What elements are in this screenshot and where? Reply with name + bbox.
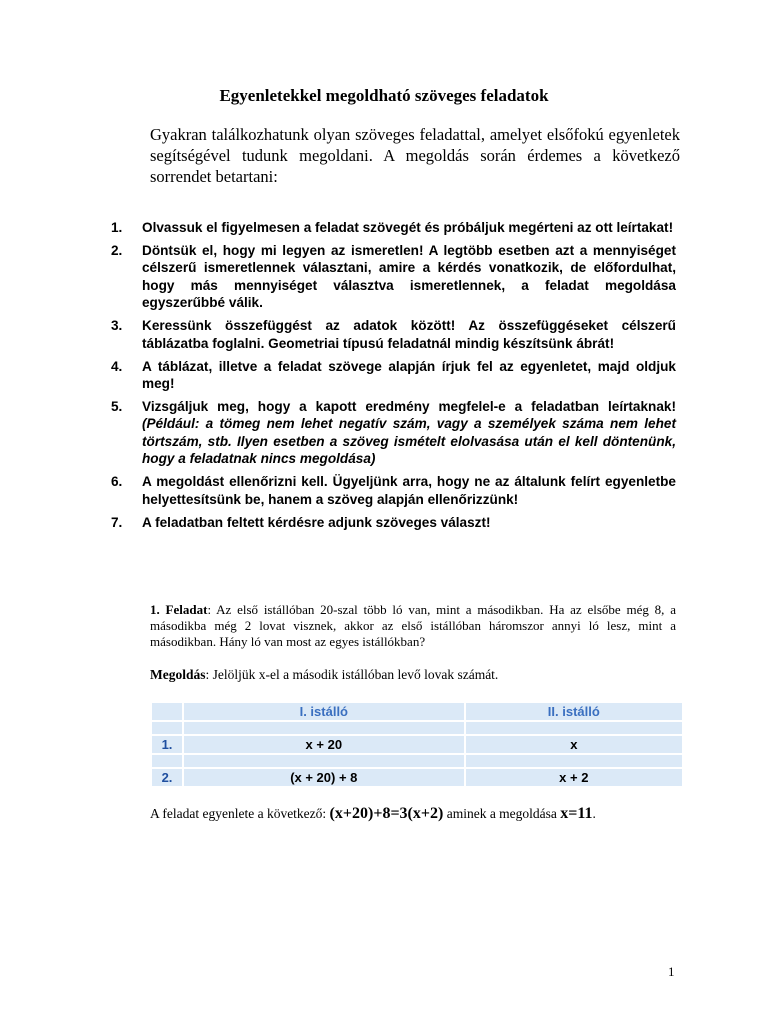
step-number: 2.	[111, 243, 123, 258]
row-number: 1.	[152, 736, 182, 753]
step-text: Döntsük el, hogy mi legyen az ismeretlen! A legtöbb esetben azt a mennyiséget célszerű ismeretlennek választani, amire a kérdés vonatkozik, de előfordulhat, hogy más mennyiséget választva ismeretlennek, a feladat megoldása egyszerűbbé válik.	[142, 243, 676, 311]
task-text: : Az első istállóban 20-szal több ló van, mint a másodikban. Ha az elsőbe még 8, a másodikba még 2 lovat visznek, akkor az első istállóban háromszor annyi ló lesz, mint a másodikban. Hány ló van most az egyes istállókban?	[150, 602, 676, 649]
step-number: 7.	[111, 514, 123, 530]
equation-middle: aminek a megoldása	[443, 806, 561, 821]
equation-result: x=11	[560, 805, 593, 822]
solution-paragraph	[150, 667, 676, 683]
stable-table	[150, 701, 684, 788]
task-label: 1. Feladat	[150, 602, 208, 617]
header-stable-1: I. istálló	[184, 703, 464, 720]
list-item	[111, 219, 676, 236]
list-item	[111, 514, 676, 531]
cell-stable-1: x + 20	[184, 736, 464, 753]
intro-paragraph: Gyakran találkozhatunk olyan szöveges feladattal, amelyet elsőfokú egyenletek segítségével tudunk megoldani. A megoldás során érdemes a következő sorrendet betartani:	[150, 125, 680, 186]
step-text: Olvassuk el figyelmesen a feladat szövegét és próbáljuk megérteni az ott leírtakat!	[142, 220, 674, 235]
step-text: Keressünk összefüggést az adatok között! Az összefüggéseket célszerű táblázatba foglalni. Geometriai típusú feladatnál mindig készítsünk ábrát!	[142, 318, 676, 351]
row-number: 2.	[152, 769, 182, 786]
header-blank-cell	[152, 703, 182, 720]
list-item	[111, 398, 676, 468]
list-item	[111, 358, 676, 393]
step-italic-note: (Például: a tömeg nem lehet negatív szám, vagy a személyek száma nem lehet törtszám, stb. Ilyen esetben a szöveg ismételt elolvasása után el kell döntenünk, hogy a feladatnak nincs megoldása)	[142, 416, 676, 467]
task-paragraph	[150, 602, 676, 650]
step-number: 3.	[111, 318, 123, 334]
table-row	[152, 769, 682, 786]
step-text: A táblázat, illetve a feladat szövege alapján írjuk fel az egyenletet, majd oldjuk meg!	[142, 358, 676, 392]
table-header-row	[152, 703, 682, 720]
equation-formula: (x+20)+8=3(x+2)	[329, 805, 444, 822]
equation-suffix: .	[592, 806, 596, 821]
step-number: 1.	[111, 220, 123, 235]
steps-list	[111, 219, 676, 537]
step-number: 4.	[111, 358, 123, 374]
table-row	[152, 736, 682, 753]
cell-stable-2: x + 2	[466, 769, 682, 786]
cell-stable-2: x	[466, 736, 682, 753]
step-text: A feladatban feltett kérdésre adjunk szöveges választ!	[142, 514, 491, 530]
list-item	[111, 473, 676, 508]
page-number: 1	[668, 964, 675, 979]
list-item	[111, 317, 676, 352]
cell-stable-1: (x + 20) + 8	[184, 769, 464, 786]
equation-prefix: A feladat egyenlete a következő:	[150, 806, 330, 821]
page-title: Egyenletekkel megoldható szöveges feladatok	[219, 86, 549, 105]
solution-text: : Jelöljük x-el a második istállóban levő lovak számát.	[205, 667, 499, 682]
step-text: Vizsgáljuk meg, hogy a kapott eredmény megfelel-e a feladatban leírtaknak!	[142, 399, 676, 415]
table-spacer-row	[152, 755, 682, 767]
step-number: 6.	[111, 474, 123, 490]
solution-label: Megoldás	[150, 667, 206, 682]
list-item	[111, 242, 676, 312]
table-spacer-row	[152, 722, 682, 734]
step-number: 5.	[111, 399, 123, 415]
step-text: A megoldást ellenőrizni kell. Ügyeljünk arra, hogy ne az általunk felírt egyenletbe helyettesítsünk be, hanem a szöveg alapján ellenőrizzünk!	[142, 474, 676, 507]
equation-line	[150, 805, 690, 823]
header-stable-2: II. istálló	[466, 703, 682, 720]
